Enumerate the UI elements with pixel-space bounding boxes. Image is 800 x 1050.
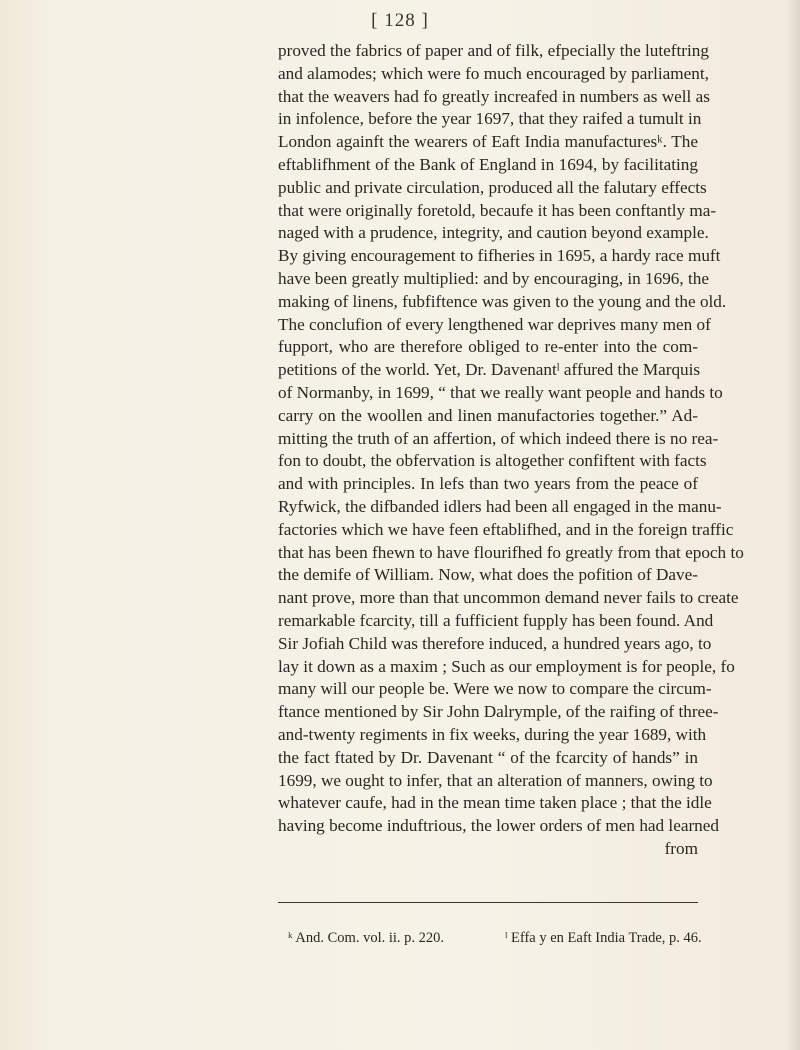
footnote-divider	[278, 902, 698, 903]
text-line: mitting the truth of an affertion, of which indeed there is no rea-	[278, 428, 719, 448]
text-line: proved the fabrics of paper and of filk, efpecially the luteftring	[278, 41, 709, 60]
text-line: petitions of the world. Yet, Dr. Davenantˡ affured the Marquis	[278, 360, 701, 380]
text-line: Sir Jofiah Child was therefore induced, a hundred years ago, to	[278, 633, 712, 653]
footnotes	[288, 930, 708, 947]
text-line: in infolence, before the year 1697, that they raifed a tumult in	[278, 109, 702, 129]
text-line: and-twenty regiments in fix weeks, during the year 1689, with	[278, 724, 707, 744]
text-line: eftablifhment of the Bank of England in 1694, by facilitating	[278, 154, 698, 174]
text-line: that has been fhewn to have flourifhed fo greatly from that epoch to	[278, 542, 744, 562]
text-line: The conclufion of every lengthened war deprives many men of	[278, 314, 711, 334]
text-line: factories which we have feen eftablifhed, and in the foreign traffic	[278, 519, 734, 539]
text-line: the demife of William. Now, what does the pofition of Dave-	[278, 565, 698, 585]
text-line: that were originally foretold, becaufe it has been conftantly ma-	[278, 200, 717, 220]
page-number-header: [ 128 ]	[371, 10, 429, 31]
text-line: carry on the woollen and linen manufactories together.” Ad-	[278, 405, 698, 425]
text-line: that the weavers had fo greatly increafed in numbers as well as	[278, 86, 710, 106]
footnote-k: ᵏ And. Com. vol. ii. p. 220.	[288, 930, 445, 946]
text-line: public and private circulation, produced all the falutary effects	[278, 177, 707, 197]
text-line: many will our people be. Were we now to compare the circum-	[278, 679, 712, 699]
text-line: have been greatly multiplied: and by encouraging, in 1696, the	[278, 268, 709, 288]
text-line: remarkable fcarcity, till a fufficient fupply has been found. And	[278, 610, 714, 630]
body-text	[278, 40, 744, 861]
text-line: whatever caufe, had in the mean time taken place ; that the idle	[278, 793, 712, 813]
text-line: By giving encouragement to fifheries in 1695, a hardy race muft	[278, 246, 721, 266]
text-line: nant prove, more than that uncommon demand never fails to create	[278, 588, 739, 608]
text-line: the fact ftated by Dr. Davenant “ of the fcarcity of hands” in	[278, 747, 698, 767]
text-line: and alamodes; which were fo much encouraged by parliament,	[278, 63, 709, 83]
text-line: 1699, we ought to infer, that an alteration of manners, owing to	[278, 770, 713, 790]
text-line: of Normanby, in 1699, “ that we really want people and hands to	[278, 382, 723, 402]
text-line: London againft the wearers of Eaft India manufacturesᵏ. The	[278, 132, 698, 152]
footnote-l: ˡ Effa y en Eaft India Trade, p. 46.	[505, 930, 702, 946]
page-edge-shadow	[786, 0, 800, 1050]
catchword: from	[664, 838, 698, 858]
text-line: Ryfwick, the difbanded idlers had been all engaged in the manu-	[278, 496, 722, 516]
text-line: ftance mentioned by Sir John Dalrymple, of the raifing of three-	[278, 702, 719, 722]
text-line: naged with a prudence, integrity, and caution beyond example.	[278, 223, 709, 243]
text-line: and with principles. In lefs than two years from the peace of	[278, 474, 698, 494]
text-line: having become induftrious, the lower orders of men had learned	[278, 816, 720, 836]
text-line: fon to doubt, the obfervation is altogether confiftent with facts	[278, 451, 707, 471]
text-line: fupport, who are therefore obliged to re-enter into the com-	[278, 337, 698, 357]
text-line: making of linens, fubfiftence was given to the young and the old.	[278, 291, 727, 311]
text-line: lay it down as a maxim ; Such as our employment is for people, fo	[278, 656, 735, 676]
